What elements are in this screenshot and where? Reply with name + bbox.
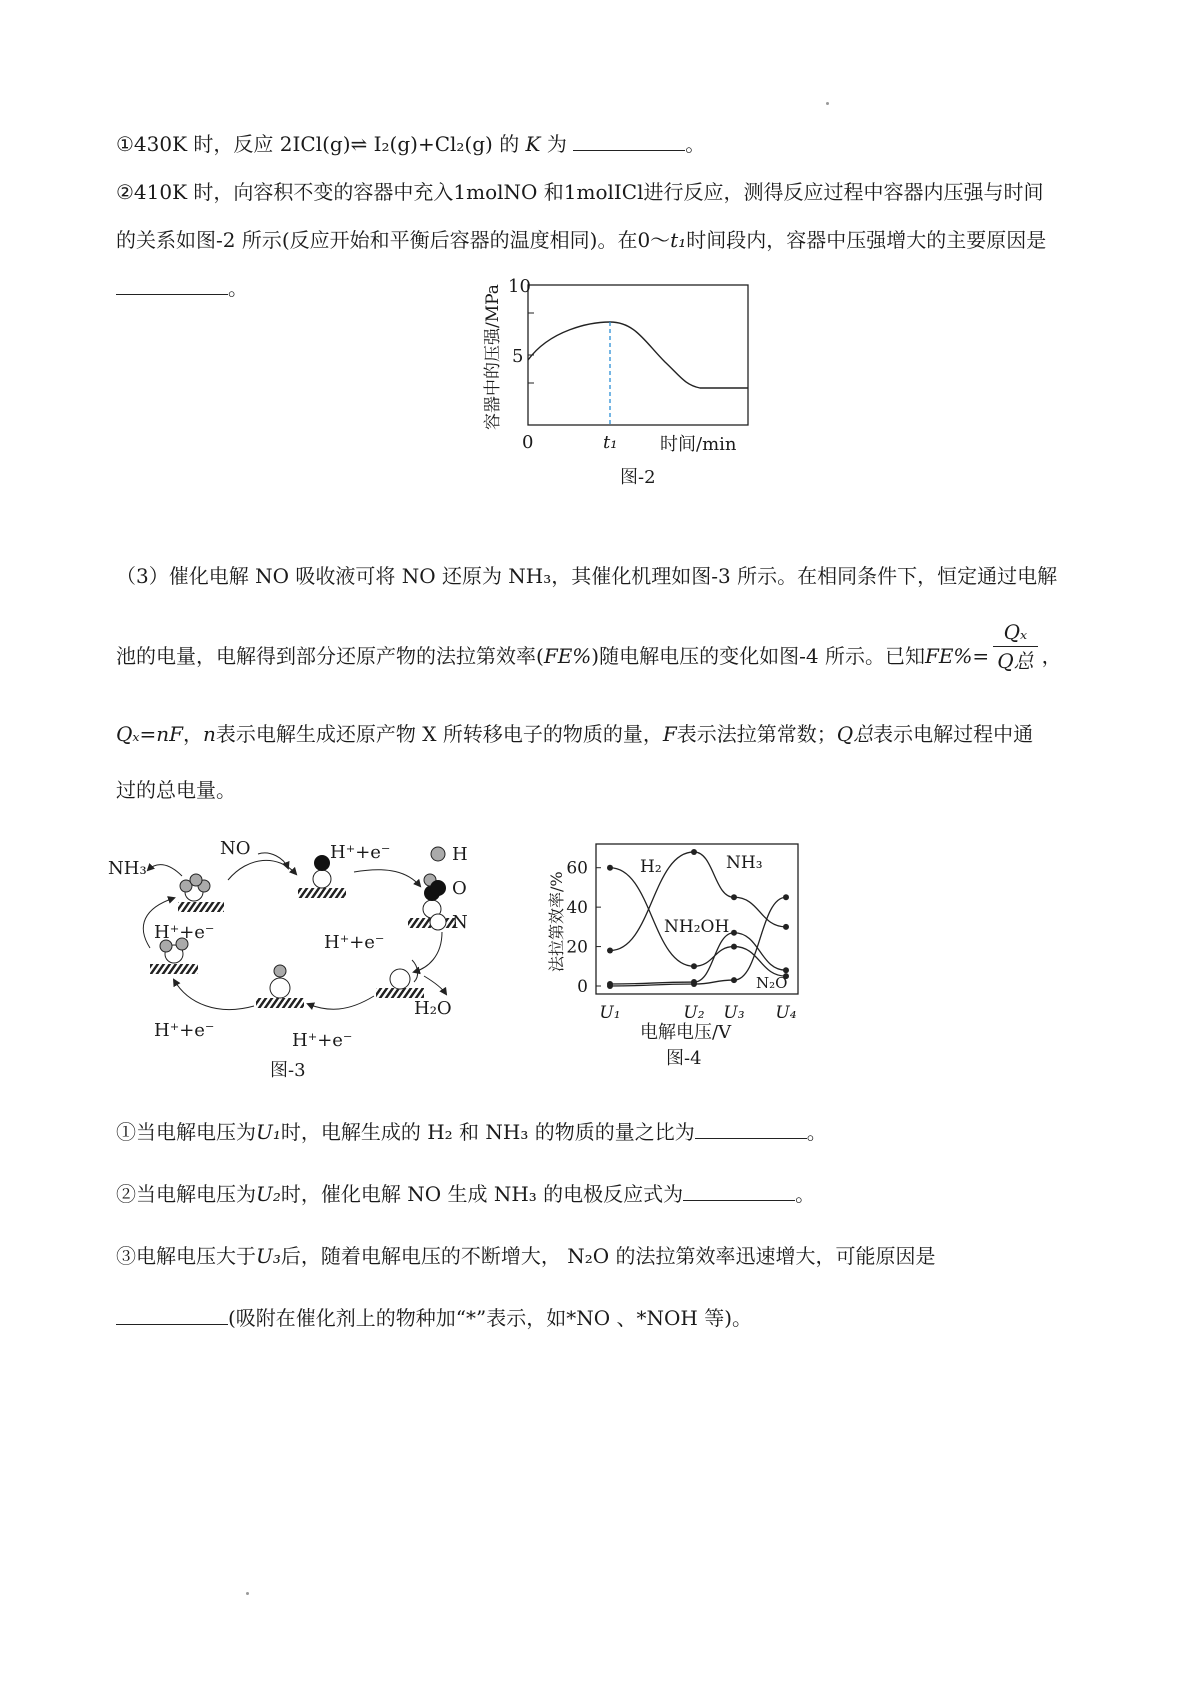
data-point xyxy=(607,865,613,871)
y-tick-label-10: 10 xyxy=(508,276,531,297)
x-tick-label: U₃ xyxy=(723,1003,745,1023)
figure-2-pressure-chart xyxy=(470,270,790,520)
data-point xyxy=(691,963,697,969)
figure-3-mechanism-diagram xyxy=(108,836,528,1086)
question-3-line-3: Qₓ=nF，n表示电解生成还原产物 X 所转移电子的物质的量，F表示法拉第常数；Q总表示电解过程中通 xyxy=(116,722,1034,746)
data-point xyxy=(731,930,737,936)
question-2-line-2: 的关系如图-2 所示(反应开始和平衡后容器的温度相同)。在0～t₁时间段内，容器中压强增大的主要原因是 xyxy=(116,228,1047,252)
hplus-e-label: H⁺+e⁻ xyxy=(154,922,215,943)
pressure-curve xyxy=(528,322,748,388)
question-2-line-3: 。 xyxy=(116,274,248,302)
data-point xyxy=(731,977,737,983)
data-point xyxy=(783,924,789,930)
data-point xyxy=(691,981,697,987)
fe-fraction: $\frac{\text{Qₓ}}{\text{Q总}}$ xyxy=(993,618,1037,675)
series-label-h2: H₂ xyxy=(640,857,662,877)
catalyst-surface xyxy=(298,888,346,898)
catalyst-surface xyxy=(178,902,224,912)
question-1-line: ①430K 时，反应 2ICl(g)⇌ I₂(g)+Cl₂(g) 的 K 为 。 xyxy=(116,132,706,156)
data-point xyxy=(783,894,789,900)
question-3c-line-2: (吸附在催化剂上的物种加“*”表示，如*NO 、*NOH 等)。 xyxy=(116,1304,752,1332)
question-3c-line-1: ③电解电压大于U₃后，随着电解电压的不断增大， N₂O 的法拉第效率迅速增大，可能原因是 xyxy=(116,1244,936,1268)
series-label-n2o: N₂O xyxy=(756,974,788,992)
figure-4-faradaic-efficiency-chart xyxy=(530,828,830,1078)
data-point xyxy=(783,967,789,973)
y-tick-label: 40 xyxy=(566,898,588,919)
answer-blank[interactable] xyxy=(683,1180,795,1201)
plot-frame xyxy=(528,285,748,425)
hplus-e-label: H⁺+e⁻ xyxy=(324,932,385,953)
x-tick-label: U₄ xyxy=(775,1003,797,1023)
answer-blank[interactable] xyxy=(695,1118,807,1139)
y-tick-label-5: 5 xyxy=(512,346,524,367)
hplus-e-label: H⁺+e⁻ xyxy=(292,1030,353,1051)
hplus-e-label: H⁺+e⁻ xyxy=(330,842,391,863)
x-tick-label: U₂ xyxy=(683,1003,705,1023)
nh3-label: NH₃ xyxy=(108,858,147,879)
question-3-line-4: 过的总电量。 xyxy=(116,778,236,802)
hplus-e-label: H⁺+e⁻ xyxy=(154,1020,215,1041)
x-tick-label-t1: t₁ xyxy=(603,432,618,453)
question-2-line-1: ②410K 时，向容积不变的容器中充入1molNO 和1molICl进行反应，测得反应过程中容器内压强与时间 xyxy=(116,180,1044,204)
legend-o: O xyxy=(452,878,467,899)
x-tick-label-0: 0 xyxy=(522,432,534,453)
data-point xyxy=(731,894,737,900)
equilibrium-equation: 2ICl(g)⇌ I₂(g)+Cl₂(g) xyxy=(279,132,493,156)
scan-speck xyxy=(826,102,829,105)
x-tick-label: U₁ xyxy=(599,1003,621,1023)
y-tick-label: 0 xyxy=(577,977,588,997)
question-3a-line: ①当电解电压为U₁时，电解生成的 H₂ 和 NH₃ 的物质的量之比为 。 xyxy=(116,1120,827,1144)
series-curve-3 xyxy=(610,897,786,986)
series-label-nh3: NH₃ xyxy=(726,853,763,873)
answer-blank[interactable] xyxy=(116,1304,228,1325)
series-label-nh2oh: NH₂OH xyxy=(664,917,730,937)
figure-4-caption: 图-4 xyxy=(666,1048,702,1069)
answer-blank[interactable] xyxy=(573,130,685,151)
data-point xyxy=(607,983,613,989)
figure-3-caption: 图-3 xyxy=(270,1060,306,1081)
y-axis-label: 法拉第效率/% xyxy=(547,871,566,972)
data-point xyxy=(731,944,737,950)
y-axis-label: 容器中的压强/MPa xyxy=(483,284,503,430)
legend-n: N xyxy=(452,912,468,933)
catalyst-surface xyxy=(150,964,198,974)
h2o-label: H₂O xyxy=(414,998,452,1019)
scan-speck xyxy=(246,1592,249,1595)
question-3b-line: ②当电解电压为U₂时，催化电解 NO 生成 NH₃ 的电极反应式为 。 xyxy=(116,1182,816,1206)
figure-2-caption: 图-2 xyxy=(620,467,656,488)
x-axis-label: 电解电压/V xyxy=(640,1022,732,1043)
data-point xyxy=(691,849,697,855)
y-tick-label: 20 xyxy=(566,937,588,958)
answer-blank[interactable] xyxy=(116,274,228,295)
question-3-line-2: 池的电量，电解得到部分还原产物的法拉第效率(FE%)随电解电压的变化如图-4 所示。已知FE%= $\frac{\text{Qₓ}}{\text{Q总}}$ ， xyxy=(116,620,1062,673)
catalyst-surface xyxy=(256,998,304,1008)
legend-h: H xyxy=(452,844,468,865)
no-label: NO xyxy=(220,838,251,859)
question-3-line-1: （3）催化电解 NO 吸收液可将 NO 还原为 NH₃，其催化机理如图-3 所示。在相同条件下，恒定通过电解 xyxy=(116,564,1058,588)
data-point xyxy=(607,948,613,954)
x-axis-label: 时间/min xyxy=(660,434,737,455)
y-tick-label: 60 xyxy=(566,858,588,879)
